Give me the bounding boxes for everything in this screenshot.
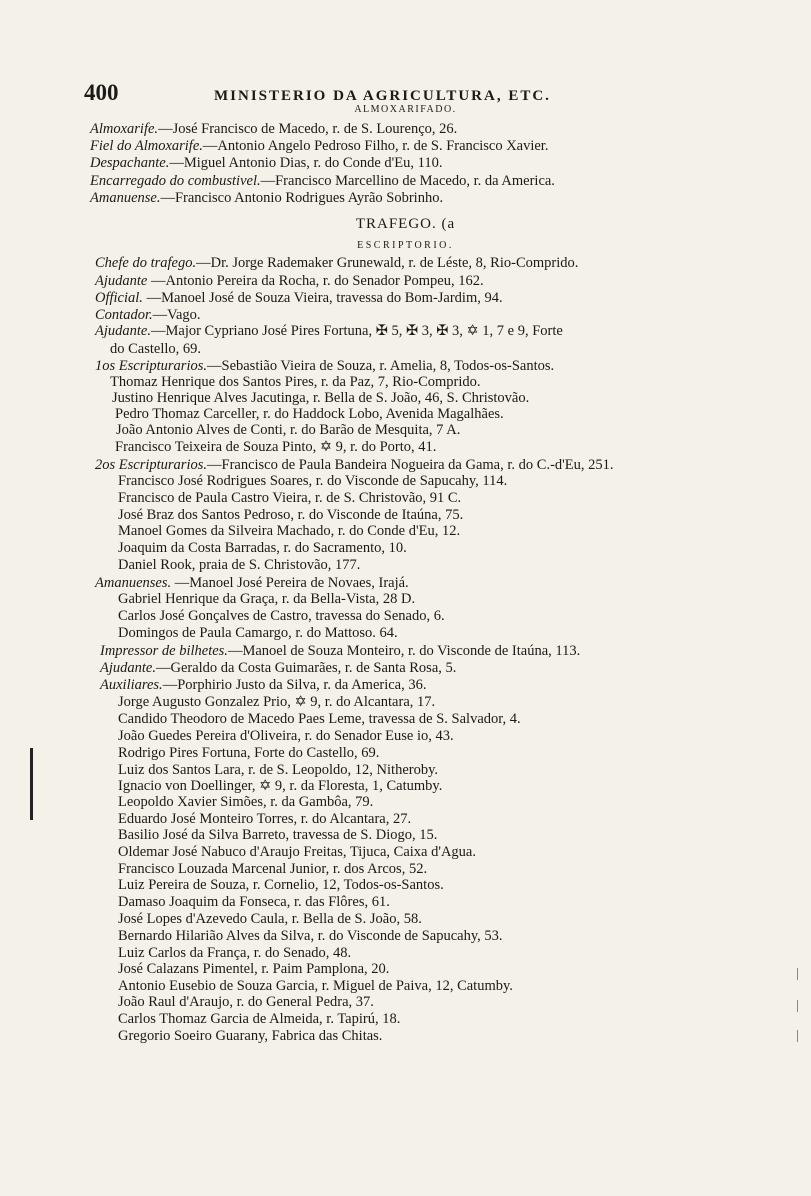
directory-entry xyxy=(118,744,379,762)
section-heading-trafego: TRAFEGO. (a xyxy=(355,216,456,232)
directory-entry xyxy=(118,727,454,745)
entry-text: Francisco Louzada Marcenal Junior, r. dos Arcos, 52. xyxy=(118,861,428,877)
entry-text: Gregorio Soeiro Guarany, Fabrica das Chitas. xyxy=(118,1028,383,1044)
entry-role: Ajudante xyxy=(95,273,148,289)
entry-text: —Francisco Marcellino de Macedo, r. da America. xyxy=(260,173,555,189)
directory-entry xyxy=(118,793,373,811)
entry-text: —Geraldo da Costa Guimarães, r. de Santa Rosa, 5. xyxy=(155,660,457,676)
entry-text: Carlos Thomaz Garcia de Almeida, r. Tapirú, 18. xyxy=(118,1011,401,1027)
entry-text: —Manoel José de Souza Vieira, travessa do Bom-Jardim, 94. xyxy=(142,290,503,306)
directory-entry xyxy=(118,910,422,928)
directory-entry xyxy=(118,1027,382,1045)
directory-entry xyxy=(100,642,580,660)
entry-text: —Manoel José Pereira de Novaes, Irajá. xyxy=(171,575,409,591)
section-heading-almoxarifado: ALMOXARIFADO. xyxy=(354,104,457,115)
directory-entry xyxy=(115,438,436,456)
directory-entry xyxy=(118,1010,400,1028)
entry-text: Ignacio von Doellinger, ✡ 9, r. da Floresta, 1, Catumby. xyxy=(118,778,443,794)
entry-text: José Calazans Pimentel, r. Paim Pamplona, 20. xyxy=(118,961,390,977)
entry-text: Bernardo Hilarião Alves da Silva, r. do Visconde de Sapucahy, 53. xyxy=(118,928,503,944)
entry-text: Antonio Eusebio de Souza Garcia, r. Miguel de Paiva, 12, Catumby. xyxy=(118,978,513,994)
directory-entry xyxy=(118,556,360,574)
entry-text: Basilio José da Silva Barreto, travessa de S. Diogo, 15. xyxy=(118,827,438,843)
entry-role: Auxiliares. xyxy=(100,677,163,693)
entry-text: Daniel Rook, praia de S. Christovão, 177. xyxy=(118,557,361,573)
entry-role: Contador. xyxy=(95,307,153,323)
section-heading-escriptorio: ESCRIPTORIO. xyxy=(357,240,454,251)
entry-text: José Braz dos Santos Pedroso, r. do Visconde de Itaúna, 75. xyxy=(118,507,464,523)
directory-entry xyxy=(118,624,398,642)
entry-text: —Major Cypriano José Pires Fortuna, ✠ 5, ✠ 3, ✠ 3, ✡ 1, 7 e 9, Forte xyxy=(150,323,563,339)
entry-text: Justino Henrique Alves Jacutinga, r. Bella de S. João, 46, S. Christovão. xyxy=(112,390,530,406)
directory-entry xyxy=(100,676,426,694)
entry-text: Gabriel Henrique da Graça, r. da Bella-Vista, 28 D. xyxy=(118,591,416,607)
entry-text: —Vago. xyxy=(152,307,201,323)
entry-role: 2os Escripturarios. xyxy=(95,457,207,473)
entry-role: Fiel do Almoxarife. xyxy=(90,138,203,154)
directory-entry xyxy=(90,172,555,190)
entry-text: —Manoel de Souza Monteiro, r. do Visconde de Itaúna, 113. xyxy=(227,643,581,659)
directory-entry xyxy=(95,272,484,290)
page-number: 400 xyxy=(84,80,119,105)
entry-text: —Francisco de Paula Bandeira Nogueira da Gama, r. do C.-d'Eu, 251. xyxy=(207,457,614,473)
entry-text: Manoel Gomes da Silveira Machado, r. do Conde d'Eu, 12. xyxy=(118,523,461,539)
running-title: MINISTERIO DA AGRICULTURA, ETC. xyxy=(214,88,551,104)
directory-entry xyxy=(90,154,442,172)
entry-text: Francisco José Rodrigues Soares, r. do Visconde de Sapucahy, 114. xyxy=(118,473,508,489)
entry-text: Francisco de Paula Castro Vieira, r. de S. Christovão, 91 C. xyxy=(118,490,462,506)
entry-role: 1os Escripturarios. xyxy=(95,358,207,374)
entry-text: João Antonio Alves de Conti, r. do Barão de Mesquita, 7 A. xyxy=(116,422,461,438)
directory-entry xyxy=(95,254,578,272)
entry-role: Ajudante. xyxy=(100,660,156,676)
directory-entry xyxy=(95,322,563,340)
entry-text: Jorge Augusto Gonzalez Prio, ✡ 9, r. do Alcantara, 17. xyxy=(118,694,436,710)
entry-text: João Raul d'Araujo, r. do General Pedra, 37. xyxy=(118,994,374,1010)
margin-dot xyxy=(797,1000,798,1012)
directory-entry xyxy=(110,340,201,358)
directory-entry xyxy=(118,710,521,728)
entry-text: João Guedes Pereira d'Oliveira, r. do Senador Euse io, 43. xyxy=(118,728,454,744)
entry-text: Oldemar José Nabuco d'Araujo Freitas, Tijuca, Caixa d'Agua. xyxy=(118,844,476,860)
directory-entry xyxy=(95,289,503,307)
directory-entry xyxy=(118,893,390,911)
entry-text: José Lopes d'Azevedo Caula, r. Bella de S. João, 58. xyxy=(118,911,422,927)
directory-entry xyxy=(90,189,443,207)
entry-text: Luiz dos Santos Lara, r. de S. Leopoldo, 12, Nitheroby. xyxy=(118,762,439,778)
entry-text: do Castello, 69. xyxy=(110,341,202,357)
margin-dot xyxy=(797,1030,798,1042)
entry-role: Chefe do trafego. xyxy=(95,255,197,271)
directory-entry xyxy=(118,826,437,844)
entry-text: Pedro Thomaz Carceller, r. do Haddock Lobo, Avenida Magalhães. xyxy=(115,406,504,422)
directory-entry xyxy=(118,472,507,490)
directory-entry xyxy=(118,693,435,711)
entry-role: Impressor de bilhetes. xyxy=(100,643,228,659)
directory-entry xyxy=(118,489,461,507)
margin-mark xyxy=(30,748,33,820)
entry-role: Despachante. xyxy=(90,155,170,171)
entry-text: Francisco Teixeira de Souza Pinto, ✡ 9, r. do Porto, 41. xyxy=(115,439,437,455)
directory-entry xyxy=(118,843,476,861)
directory-entry xyxy=(118,876,444,894)
entry-text: —Antonio Angelo Pedroso Filho, r. de S. Francisco Xavier. xyxy=(202,138,549,154)
entry-text: —Miguel Antonio Dias, r. do Conde d'Eu, 110. xyxy=(169,155,443,171)
entry-text: —Sebastião Vieira de Souza, r. Amelia, 8, Todos-os-Santos. xyxy=(207,358,555,374)
entry-text: Eduardo José Monteiro Torres, r. do Alcantara, 27. xyxy=(118,811,412,827)
directory-entry xyxy=(118,522,460,540)
entry-text: —Francisco Antonio Rodrigues Ayrão Sobrinho. xyxy=(160,190,444,206)
directory-entry xyxy=(116,421,460,439)
entry-text: Domingos de Paula Camargo, r. do Mattoso. 64. xyxy=(118,625,398,641)
entry-text: —Dr. Jorge Rademaker Grunewald, r. de Léste, 8, Rio-Comprido. xyxy=(196,255,579,271)
entry-role: Amanuenses. xyxy=(95,575,172,591)
margin-dot xyxy=(797,968,798,980)
directory-entry xyxy=(118,539,407,557)
entry-text: Luiz Pereira de Souza, r. Cornelio, 12, Todos-os-Santos. xyxy=(118,877,444,893)
entry-text: Joaquim da Costa Barradas, r. do Sacramento, 10. xyxy=(118,540,407,556)
entry-role: Almoxarife. xyxy=(90,121,159,137)
entry-role: Ajudante. xyxy=(95,323,151,339)
entry-role: Official. xyxy=(95,290,143,306)
entry-text: —Antonio Pereira da Rocha, r. do Senador Pompeu, 162. xyxy=(147,273,484,289)
directory-entry xyxy=(90,137,548,155)
entry-text: Thomaz Henrique dos Santos Pires, r. da Paz, 7, Rio-Comprido. xyxy=(110,374,481,390)
directory-entry xyxy=(118,590,415,608)
directory-entry xyxy=(118,960,389,978)
entry-text: Rodrigo Pires Fortuna, Forte do Castello, 69. xyxy=(118,745,380,761)
directory-entry xyxy=(118,607,445,625)
entry-text: Carlos José Gonçalves de Castro, travessa do Senado, 6. xyxy=(118,608,445,624)
entry-role: Amanuense. xyxy=(90,190,161,206)
directory-entry xyxy=(118,993,374,1011)
directory-entry xyxy=(90,120,457,138)
entry-role: Encarregado do combustivel. xyxy=(90,173,261,189)
directory-entry xyxy=(100,659,456,677)
directory-entry xyxy=(118,927,503,945)
entry-text: —Porphirio Justo da Silva, r. da America, 36. xyxy=(162,677,427,693)
entry-text: Damaso Joaquim da Fonseca, r. das Flôres, 61. xyxy=(118,894,390,910)
entry-text: Leopoldo Xavier Simões, r. da Gambôa, 79. xyxy=(118,794,374,810)
entry-text: Candido Theodoro de Macedo Paes Leme, travessa de S. Salvador, 4. xyxy=(118,711,521,727)
entry-text: Luiz Carlos da França, r. do Senado, 48. xyxy=(118,945,352,961)
entry-text: —José Francisco de Macedo, r. de S. Lourenço, 26. xyxy=(158,121,458,137)
